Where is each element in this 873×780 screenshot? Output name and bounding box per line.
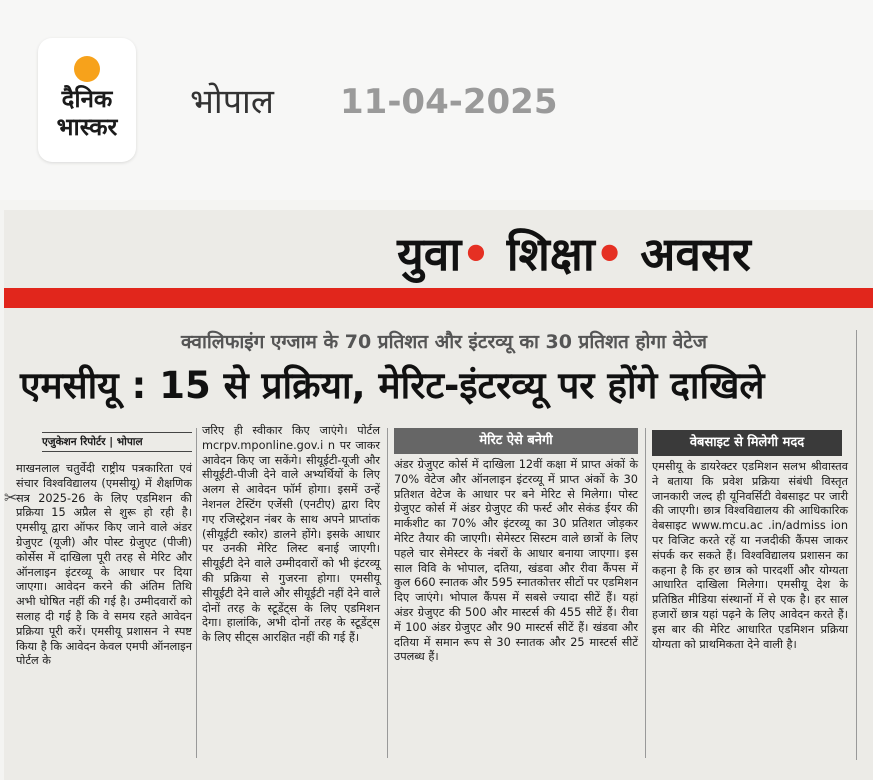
masthead-word-2: शिक्षा bbox=[506, 227, 595, 281]
headline: एमसीयू : 15 से प्रक्रिया, मेरिट-इंटरव्यू पर होंगे दाखिले bbox=[20, 364, 765, 407]
website-box-text: एमसीयू के डायरेक्टर एडमिशन सलभ श्रीवास्तव ने बताया कि प्रवेश प्रक्रिया संबंधी विस्तृत जानकारी जल्द ही यूनिवर्सिटी वेबसाइट पर जारी की जाएगी। छात्र विश्वविद्यालय की आधिकारिक वेबसाइट www.mcu.ac .in/admiss ion पर विजिट करते रहें या नजदीकी कैंपस जाकर संपर्क कर सकते हैं। विश्वविद्यालय प्रशासन का कहना है कि हर छात्र को पारदर्शी और योग्यता आधारित दाखिला मिलेगा। एमसीयू देश के प्रतिष्ठित मीडिया संस्थानों में से एक है। हर साल हजारों छात्र यहां पढ़ने के लिए आवेदन करते हैं। इस बार की मेरिट आधारित एडमिशन प्रक्रिया योग्यता को प्राथमिकता देने वाली है। bbox=[652, 460, 848, 651]
kicker: क्वालिफाइंग एग्जाम के 70 प्रतिशत और इंटरव्यू का 30 प्रतिशत होगा वेटेज bbox=[181, 331, 707, 353]
masthead-dot-2: • bbox=[594, 227, 625, 281]
app-header bbox=[0, 0, 873, 200]
sun-logo-icon bbox=[74, 56, 100, 82]
masthead-word-3: अवसर bbox=[640, 227, 751, 281]
edition-city: भोपाल bbox=[190, 82, 274, 122]
merit-box-title: मेरिट ऐसे बनेगी bbox=[394, 428, 638, 454]
page-border bbox=[856, 330, 857, 760]
column-divider bbox=[196, 428, 197, 758]
article-column-2: जरिए ही स्वीकार किए जाएंगे। पोर्टल mcrpv.mponline.gov.i n पर जाकर आवेदन किए जा सकेंगे। सीयूईटी-यूजी और सीयूईटी-पीजी देने वाले अभ्यर्थियों के लिए अलग से आवेदन फॉर्म होगा। इसमें उन्हें नेशनल टेस्टिंग एजेंसी (एनटीए) द्वारा दिए गए रजिस्ट्रेशन नंबर के साथ अपने प्राप्तांक (सीयूईटी स्कोर) डालने होंगे। इसके आधार पर उनकी मेरिट लिस्ट बनाई जाएगी। सीयूईटी देने वाले उम्मीदवारों को भी इंटरव्यू की प्रक्रिया से गुजरना होगा। एमसीयू सीयूईटी देने वाले और सीयूईटी नहीं देने वाले दोनों तरह के स्टूडेंट्स के लिए एडमिशन देगा। हालांकि, अभी दोनों तरह के स्टूडेंट्स के लिए सीट्स आरक्षित नहीं की गई हैं। bbox=[202, 424, 380, 645]
byline: एजुकेशन रिपोर्टर | भोपाल bbox=[42, 432, 192, 452]
article-column-1: माखनलाल चतुर्वेदी राष्ट्रीय पत्रकारिता एवं संचार विश्वविद्यालय (एमसीयू) में शैक्षणिक सत्र 2025-26 के लिए एडमिशन की प्रक्रिया 15 अप्रैल से शुरू हो रही है। एमसीयू द्वारा ऑफर किए जाने वाले अंडर ग्रेजुएट (यूजी) और पोस्ट ग्रेजुएट (पीजी) कोर्सेस में दाखिला पूरी तरह से मेरिट और ऑनलाइन इंटरव्यू के आधार पर दिया जाएगा। आवेदन करने की अंतिम तिथि अभी घोषित नहीं की गई है। उम्मीदवारों को सलाह दी गई है कि वे समय रहते आवेदन प्रक्रिया पूरी करें। एमसीयू प्रशासन ने स्पष्ट किया है कि आवेदन केवल एमपी ऑनलाइन पोर्टल के bbox=[16, 462, 192, 668]
newspaper-clipping bbox=[4, 210, 873, 780]
logo-line-1: दैनिक bbox=[61, 85, 113, 113]
column-divider bbox=[645, 428, 646, 758]
section-masthead bbox=[294, 222, 854, 286]
logo-line-2: भास्कर bbox=[56, 113, 118, 141]
masthead-dot-1: • bbox=[461, 227, 491, 281]
website-box-title: वेबसाइट से मिलेगी मदद bbox=[652, 430, 842, 456]
merit-box-text: अंडर ग्रेजुएट कोर्स में दाखिला 12वीं कक्षा में प्राप्त अंकों के 70% वेटेज और ऑनलाइन इंटरव्यू में प्राप्त अंकों के 30 प्रतिशत वेटेज के आधार पर बने मेरिट से मिलेगा। पोस्ट ग्रेजुएट कोर्स में अंडर ग्रेजुएट की फर्स्ट और सेकंड ईयर की मार्कशीट का 70% और इंटरव्यू का 30 प्रतिशत जोड़कर मेरिट तैयार की जाएगी। सेमेस्टर सिस्टम वाले छात्रों के लिए पहले चार सेमेस्टर के नंबरों के आधार बनाया जाएगा। इस साल विवि के भोपाल, दतिया, खंडवा और रीवा कैंपस में कुल 660 स्नातक और 595 स्नातकोत्तर सीटों पर एडमिशन दिए जाएंगे। भोपाल कैंपस में सबसे ज्यादा सीटें हैं। यहां अंडर ग्रेजुएट की 500 और मास्टर्स की 455 सीटें हैं। रीवा में 100 अंडर ग्रेजुएट और 90 मास्टर्स सीटें हैं। खंडवा और दतिया में समान रूप से 30 स्नातक और 25 मास्टर्स सीटें उपलब्ध हैं। bbox=[394, 458, 638, 664]
red-divider bbox=[4, 288, 873, 308]
edition-date: 11-04-2025 bbox=[340, 82, 558, 122]
scissors-icon: ✂ bbox=[4, 488, 18, 507]
dainik-bhaskar-logo[interactable] bbox=[38, 38, 136, 162]
masthead-word-1: युवा bbox=[397, 227, 462, 281]
column-divider bbox=[387, 428, 388, 758]
